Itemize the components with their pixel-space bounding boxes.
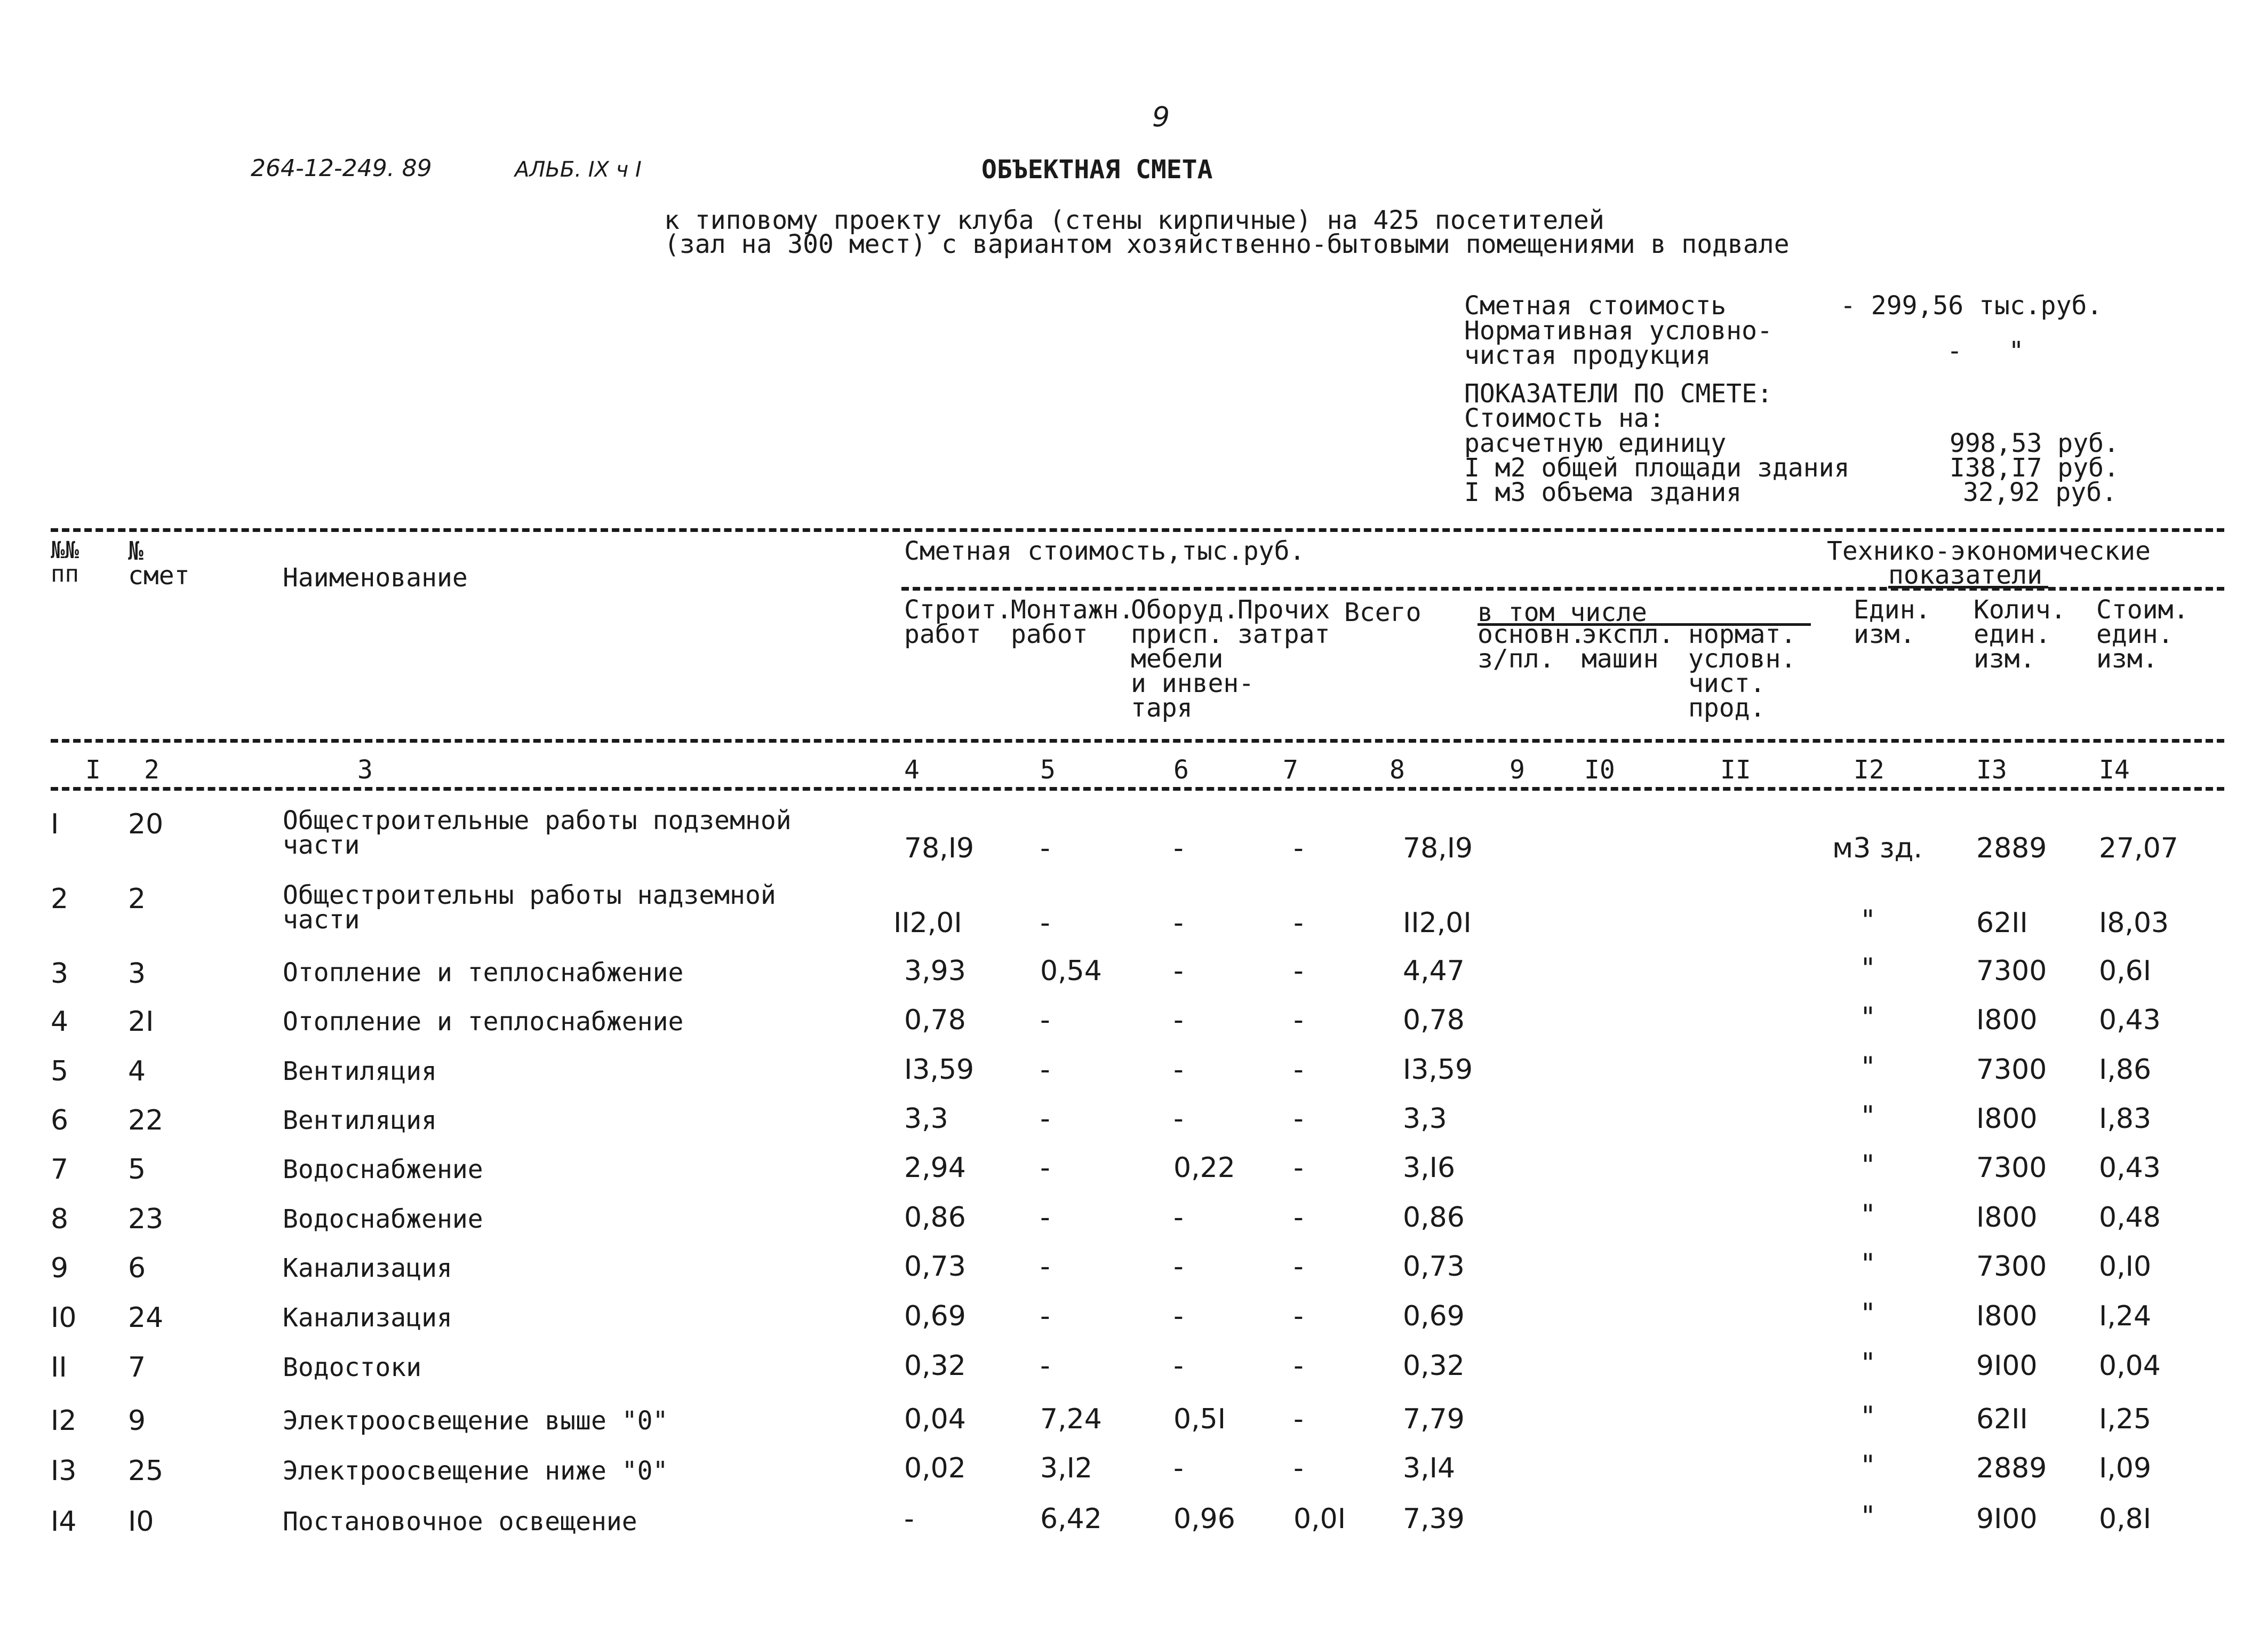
row-other: - [1293, 1251, 1304, 1283]
row-quantity: 9I00 [1976, 1350, 2038, 1382]
row-unit-cost: I8,03 [2099, 907, 2169, 939]
row-total: 0,73 [1403, 1251, 1465, 1283]
row-quantity: 7300 [1976, 1152, 2047, 1184]
m3-cost-value: 32,92 руб. [1963, 478, 2117, 507]
header-in-total: в том числе [1478, 598, 1647, 627]
row-name: Общестроительные работы подземной части [283, 806, 792, 860]
row-unit-cost: 0,43 [2099, 1152, 2161, 1184]
row-number: I4 [51, 1506, 77, 1538]
row-total: I3,59 [1403, 1054, 1473, 1086]
row-number: I [51, 808, 59, 840]
row-unit: " [1862, 1199, 1874, 1231]
row-installation: - [1040, 1251, 1050, 1283]
col-number-9: 9 [1510, 755, 1525, 785]
row-name: Водоснабжение [283, 1155, 483, 1184]
header-other: Прочих затрат [1237, 595, 1330, 649]
row-estimate-no: 4 [128, 1055, 146, 1087]
row-other: - [1293, 1452, 1304, 1484]
row-name: Вентиляция [283, 1056, 437, 1086]
row-equipment: - [1173, 955, 1184, 987]
row-construction: 0,04 [904, 1403, 966, 1435]
row-unit: " [1862, 1100, 1874, 1132]
row-estimate-no: 23 [128, 1203, 164, 1235]
row-equipment: - [1173, 1350, 1184, 1382]
row-unit: " [1862, 1149, 1874, 1181]
row-other: - [1293, 1300, 1304, 1332]
row-equipment: - [1173, 832, 1184, 864]
row-construction: 78,I9 [904, 832, 975, 864]
m2-cost-label: I м2 общей площади здания [1464, 453, 1850, 483]
row-total: 4,47 [1403, 955, 1465, 987]
header-estimate-no: № смет [128, 536, 190, 591]
row-quantity: I800 [1976, 1300, 2038, 1332]
row-total: II2,0I [1403, 907, 1472, 939]
row-installation: - [1040, 832, 1050, 864]
col-number-6: 6 [1173, 755, 1189, 785]
row-estimate-no: 9 [128, 1405, 146, 1437]
row-unit-cost: I,83 [2099, 1103, 2152, 1135]
row-quantity: 7300 [1976, 955, 2047, 987]
document-title: ОБЪЕКТНАЯ СМЕТА [981, 155, 1213, 185]
row-estimate-no: 5 [128, 1154, 146, 1186]
row-name: Канализация [283, 1253, 452, 1283]
header-total: Всего [1344, 598, 1422, 627]
row-total: 7,39 [1403, 1503, 1465, 1535]
row-total: 3,3 [1403, 1103, 1447, 1135]
row-other: - [1293, 907, 1304, 939]
row-construction: - [904, 1503, 914, 1535]
header-name: Наименование [283, 563, 468, 593]
row-number: 2 [51, 883, 69, 915]
row-estimate-no: I0 [128, 1506, 154, 1538]
row-unit-cost: I,25 [2099, 1403, 2152, 1435]
col-number-8: 8 [1389, 755, 1405, 785]
row-number: II [51, 1351, 67, 1383]
row-number: 3 [51, 958, 69, 990]
row-unit: " [1862, 1450, 1874, 1482]
row-estimate-no: 22 [128, 1104, 164, 1136]
row-unit-cost: 27,07 [2099, 832, 2178, 864]
row-installation: - [1040, 1300, 1050, 1332]
row-unit-cost: 0,04 [2099, 1350, 2161, 1382]
row-estimate-no: 24 [128, 1302, 164, 1334]
row-number: 9 [51, 1252, 69, 1284]
row-installation: 0,54 [1040, 955, 1102, 987]
indicators-title: ПОКАЗАТЕЛИ ПО СМЕТЕ: [1464, 379, 1772, 409]
normative-label-2: чистая продукция [1464, 340, 1711, 370]
header-cost-group: Сметная стоимость,тыс.руб. [904, 536, 1305, 566]
row-number: 5 [51, 1055, 69, 1087]
row-installation: - [1040, 1004, 1050, 1036]
row-unit: " [1862, 1347, 1874, 1379]
row-equipment: - [1173, 1054, 1184, 1086]
row-total: 0,86 [1403, 1202, 1465, 1234]
row-quantity: I800 [1976, 1004, 2038, 1036]
header-construction: Строит. работ [904, 595, 1012, 649]
row-installation: - [1040, 1350, 1050, 1382]
col-number-2: 2 [144, 755, 159, 785]
header-tech-group: Технико-экономические [1827, 536, 2151, 566]
col-number-1: I [85, 755, 101, 785]
col-number-14: I4 [2099, 755, 2130, 785]
row-construction: 3,3 [904, 1103, 948, 1135]
row-total: 7,79 [1403, 1403, 1465, 1435]
row-total: 0,32 [1403, 1350, 1465, 1382]
col-number-4: 4 [904, 755, 920, 785]
divider [51, 787, 2224, 791]
row-installation: 6,42 [1040, 1503, 1102, 1535]
row-name: Общестроительны работы надземной части [283, 880, 776, 935]
row-unit: " [1862, 1001, 1874, 1033]
row-quantity: 9I00 [1976, 1503, 2038, 1535]
header-normative: нормат. условн. чист. прод. [1688, 619, 1796, 723]
row-number: 4 [51, 1006, 69, 1038]
row-unit-cost: 0,I0 [2099, 1251, 2152, 1283]
row-installation: - [1040, 907, 1050, 939]
row-equipment: - [1173, 1300, 1184, 1332]
row-estimate-no: 2 [128, 883, 146, 915]
row-name: Электроосвещение ниже "0" [283, 1456, 668, 1486]
row-quantity: 2889 [1976, 1452, 2047, 1484]
header-unit: Един. изм. [1854, 595, 1931, 649]
row-unit: м3 зд. [1832, 832, 1922, 864]
row-equipment: - [1173, 907, 1184, 939]
row-equipment: - [1173, 1452, 1184, 1484]
header-unit-cost: Стоим. един. изм. [2096, 595, 2189, 674]
row-estimate-no: 7 [128, 1351, 146, 1383]
normative-label-1: Нормативная условно- [1464, 316, 1772, 346]
col-number-10: I0 [1584, 755, 1615, 785]
row-construction: 0,32 [904, 1350, 966, 1382]
row-unit: " [1862, 1248, 1874, 1280]
row-number: 6 [51, 1104, 69, 1136]
col-number-7: 7 [1283, 755, 1298, 785]
row-number: I3 [51, 1455, 77, 1487]
row-name: Вентиляция [283, 1106, 437, 1135]
row-quantity: 62II [1976, 1403, 2028, 1435]
row-number: 8 [51, 1203, 69, 1235]
row-other: - [1293, 1103, 1304, 1135]
row-quantity: 62II [1976, 907, 2028, 939]
row-equipment: 0,96 [1173, 1503, 1235, 1535]
row-estimate-no: 2I [128, 1006, 154, 1038]
row-equipment: - [1173, 1202, 1184, 1234]
row-number: I0 [51, 1302, 77, 1334]
row-unit: " [1862, 1051, 1874, 1083]
header-installation: Монтажн. работ [1011, 595, 1135, 649]
album-label: АЛЬБ. IX ч I [515, 157, 642, 182]
row-installation: - [1040, 1103, 1050, 1135]
row-installation: 7,24 [1040, 1403, 1102, 1435]
row-construction: II2,0I [893, 907, 962, 939]
row-other: - [1293, 1152, 1304, 1184]
estimated-cost-label: Сметная стоимость [1464, 291, 1727, 321]
row-other: - [1293, 1004, 1304, 1036]
header-quantity: Колич. един. изм. [1974, 595, 2066, 674]
row-total: 3,I6 [1403, 1152, 1456, 1184]
row-total: 0,78 [1403, 1004, 1465, 1036]
row-estimate-no: 6 [128, 1252, 146, 1284]
row-unit: " [1862, 904, 1874, 936]
page-number: 9 [1152, 101, 1170, 133]
col-number-3: 3 [357, 755, 373, 785]
row-unit-cost: I,24 [2099, 1300, 2152, 1332]
row-unit: " [1862, 1298, 1874, 1330]
row-quantity: 2889 [1976, 832, 2047, 864]
row-unit: " [1862, 1500, 1874, 1532]
row-name: Канализация [283, 1303, 452, 1333]
row-quantity: I800 [1976, 1103, 2038, 1135]
row-construction: 0,73 [904, 1251, 966, 1283]
unit-cost-label: расчетную единицу [1464, 428, 1727, 458]
unit-cost-value: 998,53 руб. [1950, 428, 2119, 458]
estimated-cost-value: - 299,56 тыс.руб. [1840, 291, 2103, 321]
row-other: - [1293, 832, 1304, 864]
header-tech-group-2: показатели [1888, 560, 2042, 590]
row-total: 0,69 [1403, 1300, 1465, 1332]
row-name: Отопление и теплоснабжение [283, 958, 684, 988]
document-code: 264-12-249. 89 [251, 155, 432, 182]
row-construction: I3,59 [904, 1054, 975, 1086]
col-number-5: 5 [1040, 755, 1056, 785]
divider [901, 587, 2224, 591]
divider [51, 528, 2224, 532]
m2-cost-value: I38,I7 руб. [1950, 453, 2119, 483]
row-number: I2 [51, 1405, 77, 1437]
row-equipment: - [1173, 1004, 1184, 1036]
row-equipment: - [1173, 1103, 1184, 1135]
row-unit-cost: I,09 [2099, 1452, 2152, 1484]
row-name: Отопление и теплоснабжение [283, 1007, 684, 1037]
m3-cost-label: I м3 объема здания [1464, 478, 1742, 507]
row-total: 78,I9 [1403, 832, 1473, 864]
row-installation: 3,I2 [1040, 1452, 1093, 1484]
header-machine-ops: экспл. машин [1582, 619, 1674, 674]
row-construction: 0,78 [904, 1004, 966, 1036]
header-base-wage: основн. з/пл. [1478, 619, 1586, 674]
normative-value: - " [1947, 336, 2024, 366]
row-equipment: 0,22 [1173, 1152, 1235, 1184]
row-construction: 0,69 [904, 1300, 966, 1332]
row-other: 0,0I [1293, 1503, 1346, 1535]
header-equipment: Оборуд. присп. мебели и инвен- таря [1131, 595, 1255, 723]
row-other: - [1293, 1202, 1304, 1234]
cost-per-label: Стоимость на: [1464, 403, 1665, 433]
row-other: - [1293, 955, 1304, 987]
row-number: 7 [51, 1154, 69, 1186]
row-estimate-no: 3 [128, 958, 146, 990]
row-estimate-no: 20 [128, 808, 164, 840]
header-npp: №№ пп [51, 537, 79, 587]
row-unit: " [1862, 952, 1874, 984]
row-equipment: 0,5I [1173, 1403, 1226, 1435]
row-unit-cost: 0,6I [2099, 955, 2152, 987]
row-quantity: I800 [1976, 1202, 2038, 1234]
row-other: - [1293, 1403, 1304, 1435]
row-installation: - [1040, 1152, 1050, 1184]
row-quantity: 7300 [1976, 1054, 2047, 1086]
subtitle-line-2: (зал на 300 мест) с вариантом хозяйственно-бытовыми помещениями в подвале [664, 229, 1790, 259]
row-name: Постановочное освещение [283, 1507, 637, 1537]
row-unit: " [1862, 1401, 1874, 1433]
row-estimate-no: 25 [128, 1455, 164, 1487]
row-unit-cost: 0,43 [2099, 1004, 2161, 1036]
row-unit-cost: 0,8I [2099, 1503, 2152, 1535]
row-construction: 3,93 [904, 955, 966, 987]
row-total: 3,I4 [1403, 1452, 1456, 1484]
row-installation: - [1040, 1202, 1050, 1234]
row-equipment: - [1173, 1251, 1184, 1283]
row-construction: 2,94 [904, 1152, 966, 1184]
row-name: Электроосвещение выше "0" [283, 1406, 668, 1436]
divider [51, 739, 2224, 743]
row-quantity: 7300 [1976, 1251, 2047, 1283]
col-number-13: I3 [1976, 755, 2007, 785]
col-number-12: I2 [1854, 755, 1884, 785]
row-other: - [1293, 1350, 1304, 1382]
row-other: - [1293, 1054, 1304, 1086]
row-installation: - [1040, 1054, 1050, 1086]
row-construction: 0,02 [904, 1452, 966, 1484]
row-unit-cost: 0,48 [2099, 1202, 2161, 1234]
subtitle-line-1: к типовому проекту клуба (стены кирпичные) на 425 посетителей [664, 205, 1604, 235]
row-construction: 0,86 [904, 1202, 966, 1234]
col-number-11: II [1720, 755, 1751, 785]
row-unit-cost: I,86 [2099, 1054, 2152, 1086]
row-name: Водостоки [283, 1353, 422, 1382]
row-name: Водоснабжение [283, 1204, 483, 1234]
